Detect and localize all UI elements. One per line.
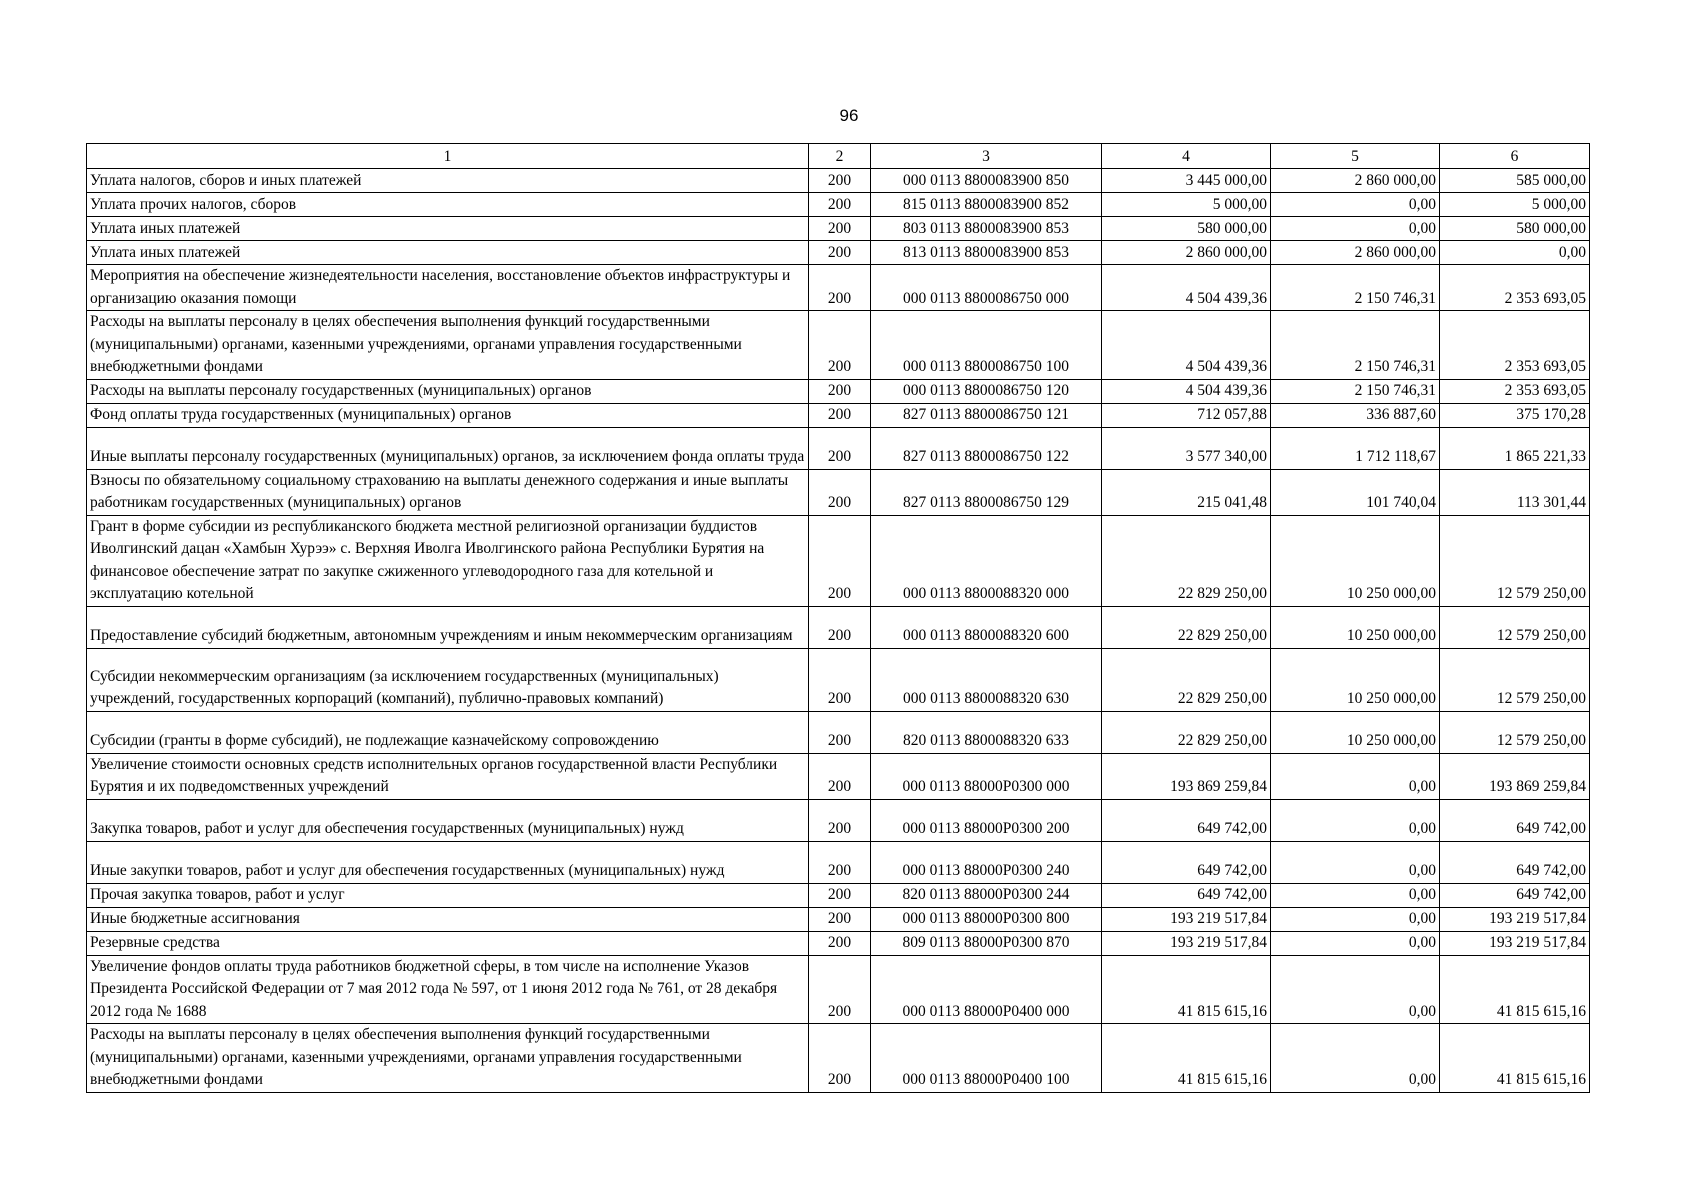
table-row: [87, 311, 1590, 380]
row-value-col4: 22 829 250,00: [1102, 515, 1271, 606]
row-value-col5: 336 887,60: [1271, 403, 1440, 427]
row-value-col6: 1 865 221,33: [1440, 427, 1590, 469]
row-value-col4: 22 829 250,00: [1102, 648, 1271, 711]
row-classification: 827 0113 8800086750 122: [871, 427, 1102, 469]
row-value-col6: 2 353 693,05: [1440, 265, 1590, 311]
row-name: Увеличение стоимости основных средств исполнительных органов государственной власти Республики Бурятия и их подведомственных учреждений: [87, 753, 809, 799]
row-classification: 000 0113 8800088320 600: [871, 606, 1102, 648]
row-classification: 000 0113 8800086750 120: [871, 379, 1102, 403]
row-classification: 803 0113 8800083900 853: [871, 217, 1102, 241]
table-row: [87, 711, 1590, 753]
table-row: [87, 379, 1590, 403]
row-value-col5: 2 860 000,00: [1271, 169, 1440, 193]
row-value-col6: 375 170,28: [1440, 403, 1590, 427]
row-value-col5: 2 150 746,31: [1271, 379, 1440, 403]
row-classification: 000 0113 88000Р0300 240: [871, 841, 1102, 883]
row-value-col6: 0,00: [1440, 241, 1590, 265]
row-classification: 827 0113 8800086750 121: [871, 403, 1102, 427]
row-value-col5: 1 712 118,67: [1271, 427, 1440, 469]
row-code: 200: [809, 217, 871, 241]
row-value-col5: 0,00: [1271, 883, 1440, 907]
row-name: Расходы на выплаты персоналу в целях обеспечения выполнения функций государственными (муниципальными) органами, казенными учреждениями, органами управления государственными внебюджетными фондами: [87, 1024, 809, 1093]
table-row: [87, 241, 1590, 265]
row-classification: 000 0113 88000Р0300 800: [871, 907, 1102, 931]
row-value-col5: 10 250 000,00: [1271, 606, 1440, 648]
row-name: Взносы по обязательному социальному страхованию на выплаты денежного содержания и иные выплаты работникам государственных (муниципальных) органов: [87, 469, 809, 515]
row-value-col5: 0,00: [1271, 931, 1440, 955]
row-value-col6: 5 000,00: [1440, 193, 1590, 217]
row-code: 200: [809, 311, 871, 380]
column-header-5: 5: [1271, 144, 1440, 169]
row-classification: 000 0113 88000Р0400 100: [871, 1024, 1102, 1093]
table-row: [87, 403, 1590, 427]
table-row: [87, 469, 1590, 515]
row-value-col6: 12 579 250,00: [1440, 606, 1590, 648]
row-value-col5: 10 250 000,00: [1271, 711, 1440, 753]
row-value-col6: 649 742,00: [1440, 883, 1590, 907]
row-value-col4: 4 504 439,36: [1102, 311, 1271, 380]
row-value-col5: 0,00: [1271, 193, 1440, 217]
row-classification: 000 0113 8800086750 000: [871, 265, 1102, 311]
row-classification: 000 0113 88000Р0300 000: [871, 753, 1102, 799]
row-value-col4: 193 219 517,84: [1102, 907, 1271, 931]
row-value-col6: 649 742,00: [1440, 799, 1590, 841]
row-value-col5: 0,00: [1271, 217, 1440, 241]
row-name: Предоставление субсидий бюджетным, автономным учреждениям и иным некоммерческим организациям: [87, 606, 809, 648]
row-code: 200: [809, 469, 871, 515]
row-value-col6: 193 869 259,84: [1440, 753, 1590, 799]
row-value-col5: 0,00: [1271, 1024, 1440, 1093]
row-classification: 820 0113 8800088320 633: [871, 711, 1102, 753]
row-value-col6: 41 815 615,16: [1440, 955, 1590, 1024]
row-value-col4: 193 219 517,84: [1102, 931, 1271, 955]
row-code: 200: [809, 799, 871, 841]
row-classification: 809 0113 88000Р0300 870: [871, 931, 1102, 955]
row-code: 200: [809, 427, 871, 469]
row-code: 200: [809, 515, 871, 606]
row-value-col4: 193 869 259,84: [1102, 753, 1271, 799]
row-classification: 000 0113 8800088320 000: [871, 515, 1102, 606]
table-row: [87, 648, 1590, 711]
table-row: [87, 931, 1590, 955]
row-code: 200: [809, 955, 871, 1024]
row-name: Расходы на выплаты персоналу в целях обеспечения выполнения функций государственными (муниципальными) органами, казенными учреждениями, органами управления государственными внебюджетными фондами: [87, 311, 809, 380]
row-value-col6: 12 579 250,00: [1440, 648, 1590, 711]
row-classification: 000 0113 88000Р0400 000: [871, 955, 1102, 1024]
table-row: [87, 955, 1590, 1024]
row-name: Мероприятия на обеспечение жизнедеятельности населения, восстановление объектов инфраструктуры и организацию оказания помощи: [87, 265, 809, 311]
row-value-col6: 2 353 693,05: [1440, 379, 1590, 403]
row-value-col5: 2 860 000,00: [1271, 241, 1440, 265]
row-classification: 000 0113 8800086750 100: [871, 311, 1102, 380]
table-row: [87, 515, 1590, 606]
row-value-col4: 22 829 250,00: [1102, 711, 1271, 753]
budget-table: [86, 143, 1590, 1093]
row-code: 200: [809, 931, 871, 955]
row-value-col4: 712 057,88: [1102, 403, 1271, 427]
row-classification: 827 0113 8800086750 129: [871, 469, 1102, 515]
row-value-col4: 649 742,00: [1102, 799, 1271, 841]
table-row: [87, 217, 1590, 241]
row-code: 200: [809, 241, 871, 265]
row-code: 200: [809, 169, 871, 193]
column-header-2: 2: [809, 144, 871, 169]
column-header-6: 6: [1440, 144, 1590, 169]
row-value-col4: 3 577 340,00: [1102, 427, 1271, 469]
row-value-col5: 0,00: [1271, 907, 1440, 931]
table-row: [87, 427, 1590, 469]
table-row: [87, 606, 1590, 648]
row-value-col5: 0,00: [1271, 955, 1440, 1024]
row-code: 200: [809, 711, 871, 753]
row-value-col4: 22 829 250,00: [1102, 606, 1271, 648]
row-name: Уплата иных платежей: [87, 217, 809, 241]
row-name: Прочая закупка товаров, работ и услуг: [87, 883, 809, 907]
table-row: [87, 799, 1590, 841]
row-value-col4: 649 742,00: [1102, 883, 1271, 907]
row-name: Грант в форме субсидии из республиканского бюджета местной религиозной организации буддистов Иволгинский дацан «Хамбын Хурээ» с. Верхняя Иволга Иволгинского района Республики Бурятия на финансовое обеспечение затрат по закупке сжиженного углеводородного газа для котельной и эксплуатацию котельной: [87, 515, 809, 606]
row-classification: 000 0113 8800083900 850: [871, 169, 1102, 193]
row-value-col4: 580 000,00: [1102, 217, 1271, 241]
row-name: Уплата прочих налогов, сборов: [87, 193, 809, 217]
row-code: 200: [809, 606, 871, 648]
row-name: Уплата налогов, сборов и иных платежей: [87, 169, 809, 193]
row-value-col6: 12 579 250,00: [1440, 515, 1590, 606]
row-code: 200: [809, 265, 871, 311]
table-row: [87, 753, 1590, 799]
row-value-col4: 649 742,00: [1102, 841, 1271, 883]
header-row: [87, 144, 1590, 169]
row-classification: 820 0113 88000Р0300 244: [871, 883, 1102, 907]
row-classification: 000 0113 8800088320 630: [871, 648, 1102, 711]
row-code: 200: [809, 648, 871, 711]
row-value-col4: 215 041,48: [1102, 469, 1271, 515]
row-value-col5: 10 250 000,00: [1271, 648, 1440, 711]
row-name: Иные бюджетные ассигнования: [87, 907, 809, 931]
table-row: [87, 193, 1590, 217]
row-code: 200: [809, 193, 871, 217]
table-body: [87, 144, 1590, 1093]
row-name: Фонд оплаты труда государственных (муниципальных) органов: [87, 403, 809, 427]
row-classification: 815 0113 8800083900 852: [871, 193, 1102, 217]
table-row: [87, 1024, 1590, 1093]
row-name: Иные выплаты персоналу государственных (муниципальных) органов, за исключением фонда оплаты труда: [87, 427, 809, 469]
row-value-col4: 41 815 615,16: [1102, 955, 1271, 1024]
row-classification: 000 0113 88000Р0300 200: [871, 799, 1102, 841]
table-row: [87, 265, 1590, 311]
row-code: 200: [809, 403, 871, 427]
row-name: Иные закупки товаров, работ и услуг для обеспечения государственных (муниципальных) нужд: [87, 841, 809, 883]
row-value-col5: 2 150 746,31: [1271, 265, 1440, 311]
row-code: 200: [809, 1024, 871, 1093]
row-value-col4: 2 860 000,00: [1102, 241, 1271, 265]
row-value-col5: 101 740,04: [1271, 469, 1440, 515]
column-header-1: 1: [87, 144, 809, 169]
row-name: Субсидии (гранты в форме субсидий), не подлежащие казначейскому сопровождению: [87, 711, 809, 753]
row-name: Уплата иных платежей: [87, 241, 809, 265]
row-code: 200: [809, 379, 871, 403]
row-code: 200: [809, 907, 871, 931]
row-code: 200: [809, 841, 871, 883]
row-value-col6: 193 219 517,84: [1440, 907, 1590, 931]
row-value-col4: 3 445 000,00: [1102, 169, 1271, 193]
row-value-col6: 193 219 517,84: [1440, 931, 1590, 955]
row-value-col5: 0,00: [1271, 841, 1440, 883]
row-name: Субсидии некоммерческим организациям (за исключением государственных (муниципальных) учреждений, государственных корпораций (компаний), публично-правовых компаний): [87, 648, 809, 711]
row-code: 200: [809, 753, 871, 799]
row-name: Закупка товаров, работ и услуг для обеспечения государственных (муниципальных) нужд: [87, 799, 809, 841]
row-value-col5: 0,00: [1271, 799, 1440, 841]
column-header-3: 3: [871, 144, 1102, 169]
row-value-col6: 649 742,00: [1440, 841, 1590, 883]
row-value-col5: 2 150 746,31: [1271, 311, 1440, 380]
row-value-col4: 5 000,00: [1102, 193, 1271, 217]
table-row: [87, 883, 1590, 907]
row-value-col6: 580 000,00: [1440, 217, 1590, 241]
row-classification: 813 0113 8800083900 853: [871, 241, 1102, 265]
row-value-col6: 2 353 693,05: [1440, 311, 1590, 380]
row-value-col4: 41 815 615,16: [1102, 1024, 1271, 1093]
row-value-col6: 113 301,44: [1440, 469, 1590, 515]
page-number: 96: [839, 106, 859, 125]
table-row: [87, 907, 1590, 931]
row-value-col5: 0,00: [1271, 753, 1440, 799]
row-code: 200: [809, 883, 871, 907]
column-header-4: 4: [1102, 144, 1271, 169]
row-value-col6: 585 000,00: [1440, 169, 1590, 193]
row-value-col6: 41 815 615,16: [1440, 1024, 1590, 1093]
table-row: [87, 841, 1590, 883]
row-name: Резервные средства: [87, 931, 809, 955]
row-name: Увеличение фондов оплаты труда работников бюджетной сферы, в том числе на исполнение Указов Президента Российской Федерации от 7 мая 2012 года № 597, от 1 июня 2012 года № 761, от 28 декабря 2012 года № 1688: [87, 955, 809, 1024]
row-value-col6: 12 579 250,00: [1440, 711, 1590, 753]
row-value-col4: 4 504 439,36: [1102, 379, 1271, 403]
row-value-col4: 4 504 439,36: [1102, 265, 1271, 311]
table-row: [87, 169, 1590, 193]
row-value-col5: 10 250 000,00: [1271, 515, 1440, 606]
row-name: Расходы на выплаты персоналу государственных (муниципальных) органов: [87, 379, 809, 403]
